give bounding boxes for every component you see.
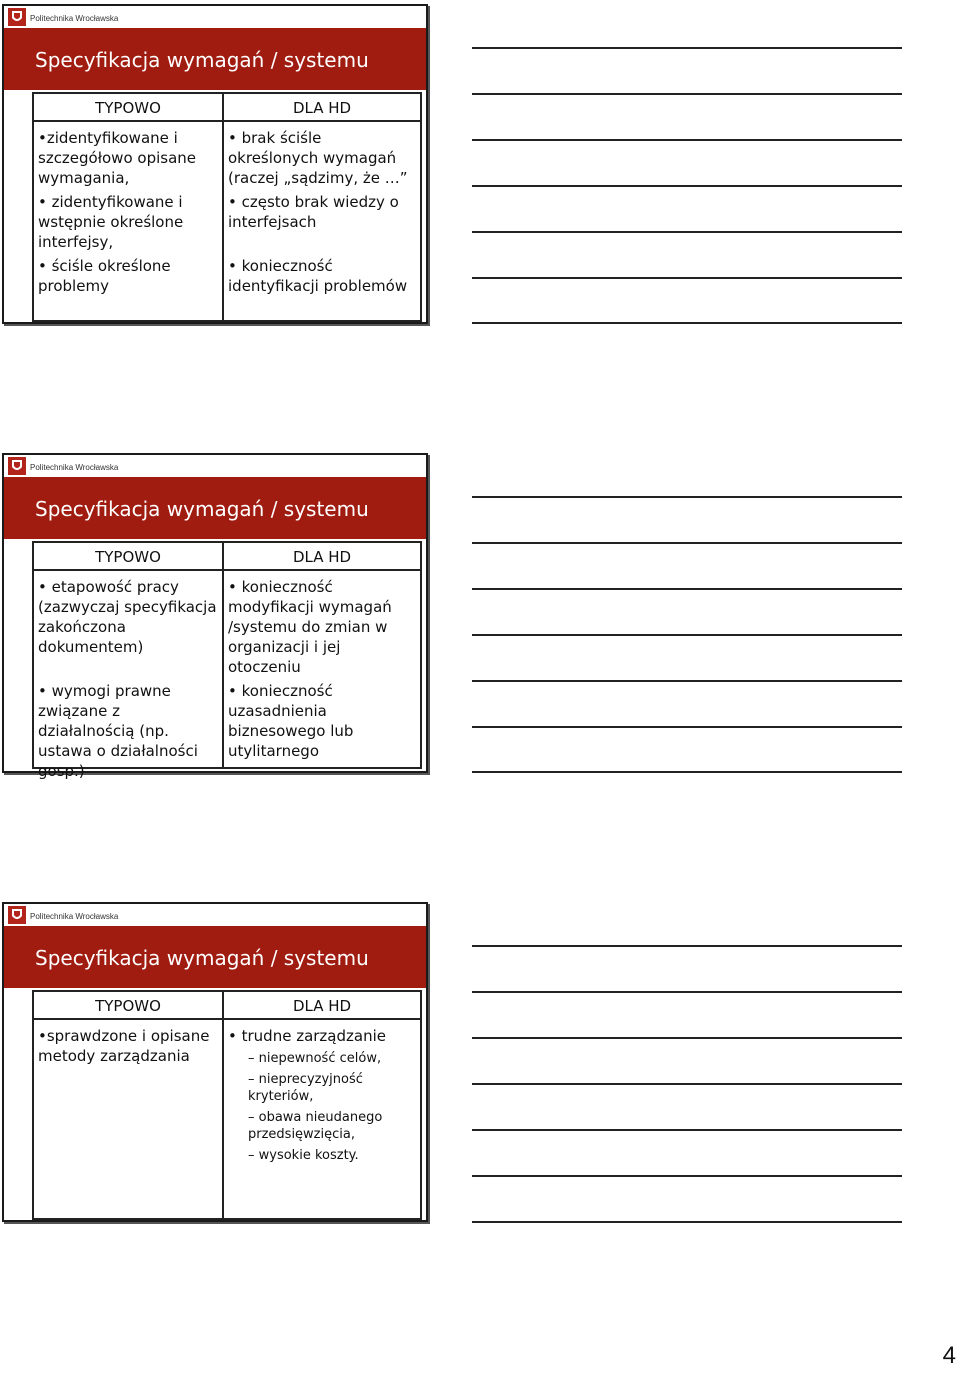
list-item: • trudne zarządzanie <box>228 1027 386 1045</box>
slide-title: Specyfikacja wymagań / systemu <box>35 48 369 72</box>
list-item: • ściśle określone problemy <box>38 257 171 295</box>
list-item: •zidentyfikowane i szczegółowo opisane wymagania, <box>38 129 196 187</box>
list-item: • konieczność modyfikacji wymagań /systemu do zmian w organizacji i jej otoczeniu <box>228 578 392 676</box>
column-header: TYPOWO <box>34 992 222 1020</box>
sub-list-item: – obawa nieudanego przedsięwzięcia, <box>248 1110 383 1142</box>
note-line <box>472 1221 902 1223</box>
list-item: • zidentyfikowane i wstępnie określone interfejsy, <box>38 193 184 251</box>
sub-list-item: – nieprecyzyjność kryteriów, <box>248 1072 363 1104</box>
title-bar <box>4 28 426 90</box>
note-line <box>472 277 902 279</box>
note-line <box>472 680 902 682</box>
slide-header <box>4 6 426 29</box>
note-line <box>472 726 902 728</box>
page-number: 4 <box>942 1342 956 1369</box>
note-line <box>472 542 902 544</box>
column-dla-hd <box>224 543 420 767</box>
note-line <box>472 634 902 636</box>
comparison-table <box>32 990 422 1220</box>
list-item: • brak ściśle określonych wymagań (raczej „sądzimy, że …” <box>228 129 408 187</box>
slide-header <box>4 904 426 927</box>
note-line <box>472 231 902 233</box>
note-line <box>472 588 902 590</box>
list-item: • często brak wiedzy o interfejsach <box>228 193 399 231</box>
list-item: • konieczność uzasadnienia biznesowego lub utylitarnego <box>228 682 354 760</box>
note-line <box>472 991 902 993</box>
university-logo-icon <box>8 457 26 475</box>
note-line <box>472 139 902 141</box>
note-line <box>472 1129 902 1131</box>
title-bar <box>4 477 426 539</box>
note-line <box>472 185 902 187</box>
column-typowo <box>34 992 224 1218</box>
column-header: TYPOWO <box>34 543 222 571</box>
university-logo-icon <box>8 906 26 924</box>
slide-title: Specyfikacja wymagań / systemu <box>35 946 369 970</box>
slide-3 <box>2 902 428 1222</box>
list-item: • etapowość pracy (zazwyczaj specyfikacja zakończona dokumentem) <box>38 578 217 656</box>
note-line <box>472 945 902 947</box>
university-name: Politechnika Wrocławska <box>30 463 119 472</box>
university-name: Politechnika Wrocławska <box>30 912 119 921</box>
column-dla-hd <box>224 94 420 320</box>
note-line <box>472 322 902 324</box>
list-item: •sprawdzone i opisane metody zarządzania <box>38 1027 210 1065</box>
title-bar <box>4 926 426 988</box>
note-line <box>472 771 902 773</box>
column-header: DLA HD <box>224 94 420 122</box>
column-dla-hd <box>224 992 420 1218</box>
note-line <box>472 47 902 49</box>
column-typowo <box>34 543 224 780</box>
note-line <box>472 496 902 498</box>
column-header: DLA HD <box>224 543 420 571</box>
comparison-table <box>32 541 422 780</box>
university-logo-icon <box>8 8 26 26</box>
slide-1 <box>2 4 428 324</box>
comparison-table <box>32 92 422 322</box>
column-typowo <box>34 94 224 320</box>
sub-list-item: – wysokie koszty. <box>248 1148 359 1163</box>
list-item: • konieczność identyfikacji problemów <box>228 257 408 295</box>
note-line <box>472 1175 902 1177</box>
note-line <box>472 1037 902 1039</box>
note-line <box>472 93 902 95</box>
sub-list-item: – niepewność celów, <box>248 1051 382 1066</box>
column-header: DLA HD <box>224 992 420 1020</box>
university-name: Politechnika Wrocławska <box>30 14 119 23</box>
slide-2 <box>2 453 428 780</box>
slide-header <box>4 455 426 478</box>
note-line <box>472 1083 902 1085</box>
list-item: • wymogi prawne związane z działalnością (np. ustawa o działalności gosp.) <box>38 682 198 780</box>
slide-title: Specyfikacja wymagań / systemu <box>35 497 369 521</box>
column-header: TYPOWO <box>34 94 222 122</box>
